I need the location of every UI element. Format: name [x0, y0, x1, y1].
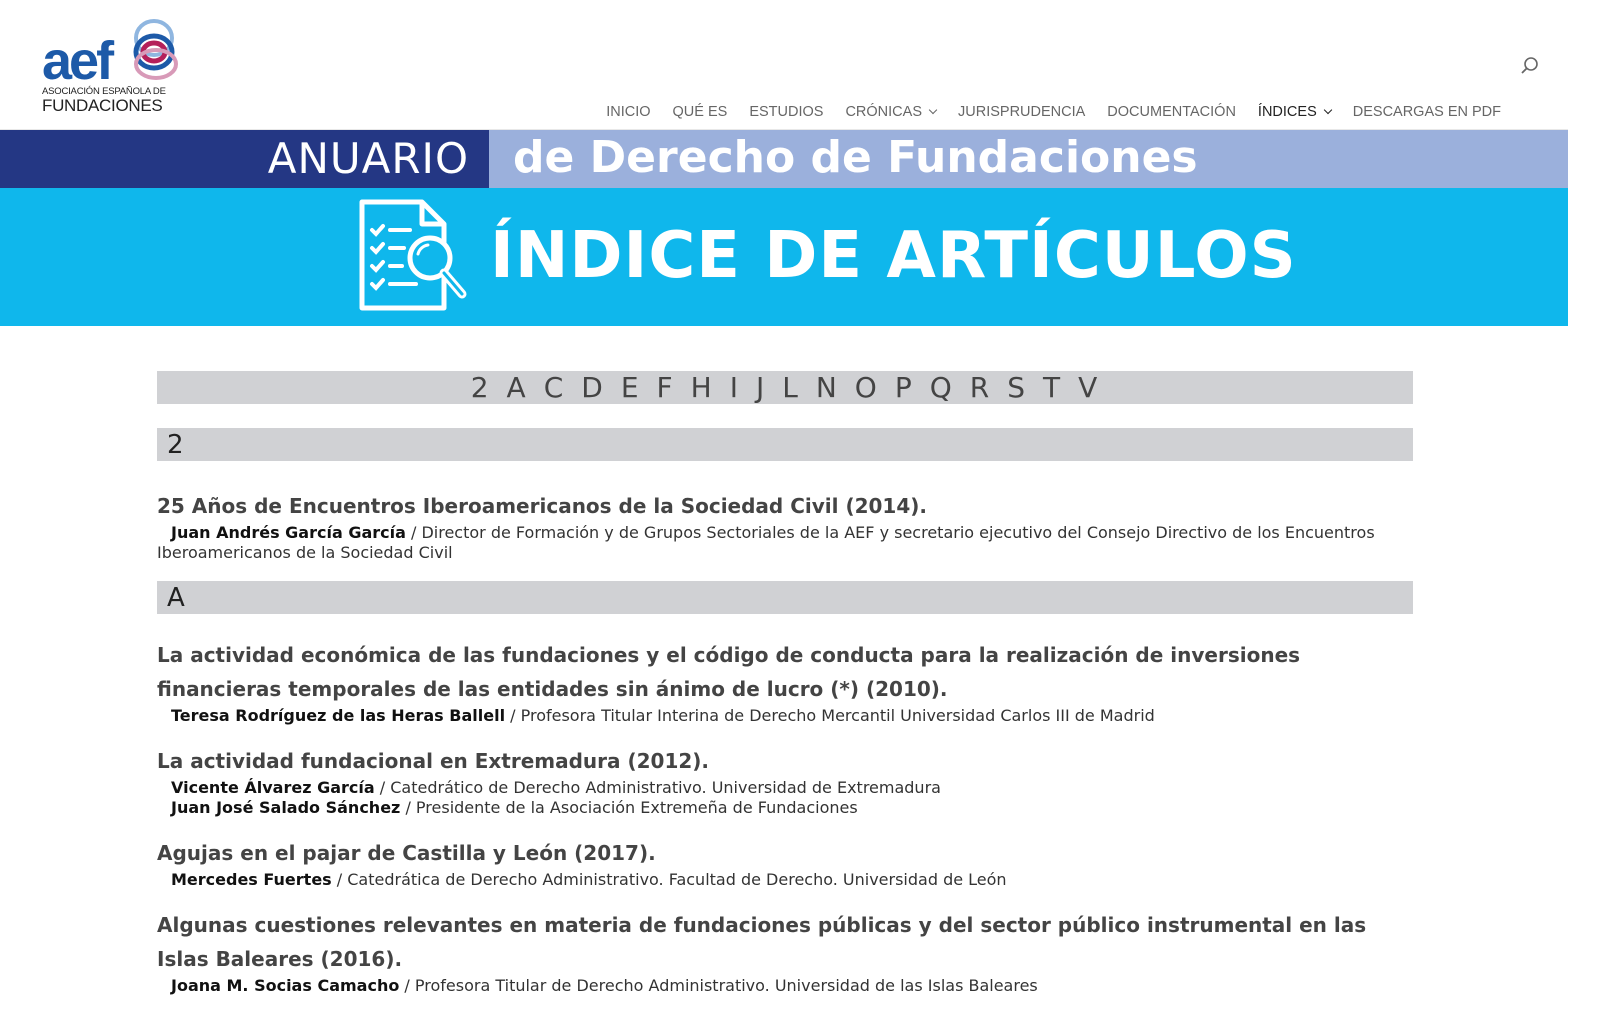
letter-link-q[interactable]: Q [929, 371, 954, 404]
alphabet-nav [157, 371, 1413, 404]
nav-descargas-pdf[interactable] [1353, 104, 1501, 120]
letter-link-s[interactable]: S [1007, 371, 1028, 404]
article-author-line [157, 798, 1413, 818]
logo-subtitle-line2: FUNDACIONES [42, 96, 163, 115]
article-title[interactable]: La actividad fundacional en Extremadura (2012). [157, 749, 710, 773]
page-banner [0, 130, 1568, 326]
nav-documentacion-label: DOCUMENTACIÓN [1107, 104, 1236, 120]
banner-subtitle: de Derecho de Fundaciones [513, 132, 1198, 183]
logo-wordmark: aef [42, 31, 112, 91]
author-role: / Profesora Titular Interina de Derecho Mercantil Universidad Carlos III de Madrid [505, 706, 1155, 725]
article-author-line [157, 523, 1413, 563]
section-heading-2: 2 [157, 428, 1413, 461]
article-author-line [157, 706, 1413, 726]
section-heading-a: A [157, 581, 1413, 614]
nav-inicio-label: INICIO [606, 104, 651, 120]
banner-title-band [0, 188, 1568, 326]
article-author-line [157, 976, 1413, 996]
banner-anuario: ANUARIO [267, 134, 469, 183]
page-title: ÍNDICE DE ARTÍCULOS [490, 219, 1297, 293]
article-author-line [157, 870, 1413, 890]
chevron-down-icon [929, 106, 937, 114]
aef-logo[interactable] [42, 14, 182, 116]
article-item [157, 836, 1413, 890]
letter-link-j[interactable]: J [755, 371, 767, 404]
author-name: Vicente Álvarez García [171, 778, 375, 797]
nav-jurisprudencia[interactable] [958, 104, 1085, 120]
letter-link-d[interactable]: D [581, 371, 605, 404]
nav-estudios-label: ESTUDIOS [749, 104, 824, 120]
articles-index [157, 371, 1413, 996]
letter-link-i[interactable]: I [729, 371, 740, 404]
article-item [157, 908, 1413, 996]
author-role: / Catedrática de Derecho Administrativo. Facultad de Derecho. Universidad de León [331, 870, 1007, 889]
nav-indices-label: ÍNDICES [1257, 104, 1317, 120]
letter-link-o[interactable]: O [854, 371, 879, 404]
logo-subtitle-line1: ASOCIACIÓN ESPAÑOLA DE [42, 86, 166, 97]
author-role: / Director de Formación y de Grupos Sectoriales de la AEF y secretario ejecutivo del Consejo Directivo de los Encuentros Iberoamericanos de la Sociedad Civil [157, 523, 1375, 562]
letter-link-e[interactable]: E [620, 371, 641, 404]
letter-link-f[interactable]: F [656, 371, 675, 404]
author-name: Mercedes Fuertes [171, 870, 332, 889]
banner-anuario-band [0, 130, 489, 188]
search-icon[interactable] [1520, 56, 1540, 76]
author-name: Juan José Salado Sánchez [171, 798, 401, 817]
banner-subtitle-band [489, 130, 1568, 188]
letter-link-a[interactable]: A [506, 371, 528, 404]
author-name: Juan Andrés García García [171, 523, 406, 542]
nav-indices[interactable] [1258, 104, 1331, 120]
letter-link-r[interactable]: R [969, 371, 992, 404]
letter-link-n[interactable]: N [815, 371, 839, 404]
article-title[interactable]: La actividad económica de las fundaciones y el código de conducta para la realización de inversiones financieras temporales de las entidades sin ánimo de lucro (*) (2010). [157, 643, 1301, 701]
letter-link-l[interactable]: L [782, 371, 800, 404]
article-author-line [157, 778, 1413, 798]
article-title[interactable]: Algunas cuestiones relevantes en materia de fundaciones públicas y del sector público instrumental en las Islas Baleares (2016). [157, 913, 1367, 971]
article-item [157, 744, 1413, 818]
nav-cronicas[interactable] [845, 104, 936, 120]
article-title[interactable]: 25 Años de Encuentros Iberoamericanos de la Sociedad Civil (2014). [157, 494, 927, 518]
nav-documentacion[interactable] [1107, 104, 1236, 120]
letter-link-2[interactable]: 2 [470, 371, 491, 404]
nav-que-es[interactable] [673, 104, 728, 120]
nav-estudios[interactable] [749, 104, 823, 120]
chevron-down-icon [1324, 106, 1332, 114]
document-search-icon [356, 196, 472, 316]
letter-link-v[interactable]: V [1078, 371, 1100, 404]
letter-link-c[interactable]: C [543, 371, 566, 404]
author-role: / Profesora Titular de Derecho Administrativo. Universidad de las Islas Baleares [399, 976, 1038, 995]
nav-que-es-label: QUÉ ES [672, 104, 728, 120]
author-name: Joana M. Socias Camacho [171, 976, 400, 995]
author-role: / Catedrático de Derecho Administrativo. Universidad de Extremadura [374, 778, 941, 797]
nav-jurisprudencia-label: JURISPRUDENCIA [958, 104, 1086, 120]
author-role: / Presidente de la Asociación Extremeña de Fundaciones [400, 798, 858, 817]
letter-link-p[interactable]: P [894, 371, 914, 404]
article-item [157, 489, 1413, 563]
nav-inicio[interactable] [606, 104, 650, 120]
site-header [0, 0, 1568, 130]
nav-cronicas-label: CRÓNICAS [845, 104, 922, 120]
letter-link-t[interactable]: T [1043, 371, 1063, 404]
logo-rings-icon [120, 16, 182, 82]
nav-descargas-pdf-label: DESCARGAS EN PDF [1352, 104, 1501, 120]
author-name: Teresa Rodríguez de las Heras Ballell [171, 706, 506, 725]
main-nav [606, 104, 1501, 120]
article-item [157, 638, 1413, 726]
article-title[interactable]: Agujas en el pajar de Castilla y León (2017). [157, 841, 656, 865]
letter-link-h[interactable]: H [690, 371, 714, 404]
